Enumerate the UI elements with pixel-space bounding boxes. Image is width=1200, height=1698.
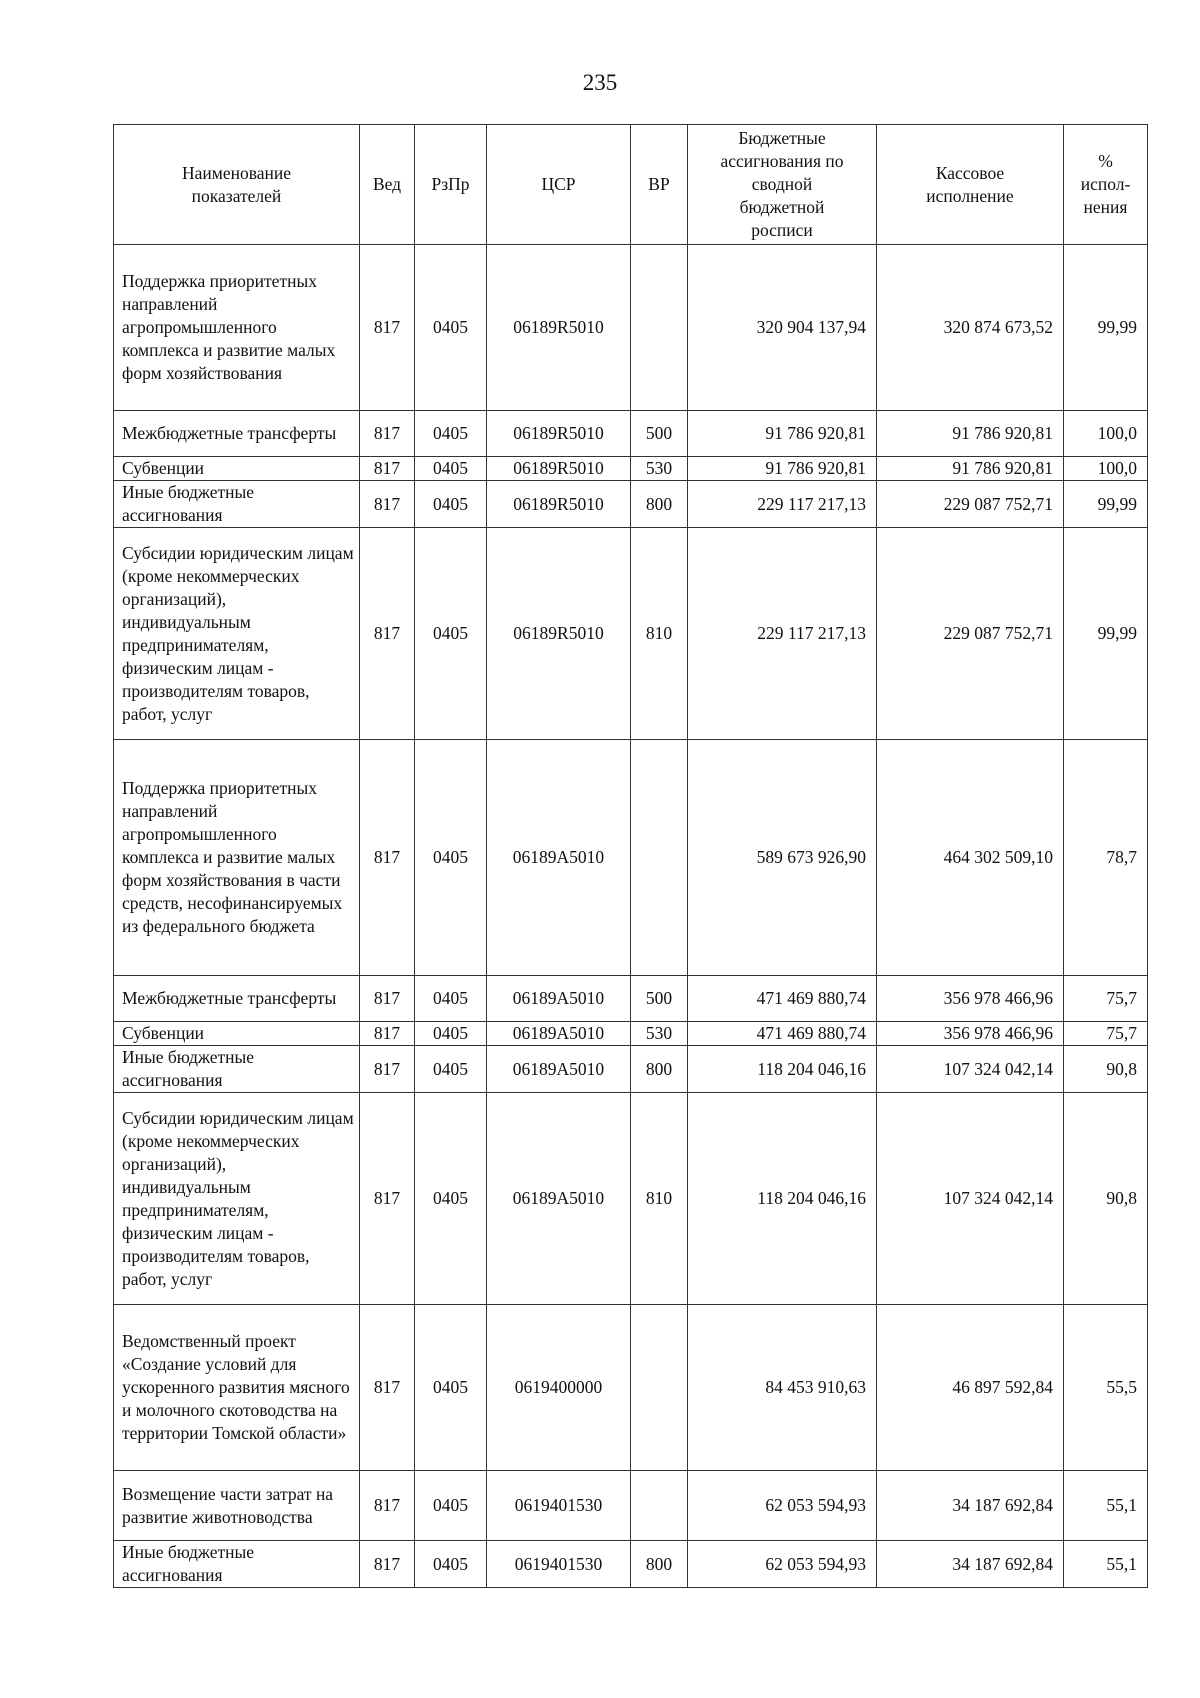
row-rzpr: 0405 [415,528,487,740]
row-csr: 06189A5010 [487,1093,631,1305]
row-name: Субвенции [114,457,360,481]
row-csr: 06189R5010 [487,481,631,528]
table-row [114,1471,1148,1541]
row-rzpr: 0405 [415,976,487,1022]
row-csr: 06189A5010 [487,1046,631,1093]
row-vr [631,740,688,976]
row-pct: 90,8 [1064,1046,1148,1093]
row-name: Субсидии юридическим лицам (кроме некоммерческих организаций), индивидуальным предпринимателям, физическим лицам - производителям товаров, работ, услуг [114,528,360,740]
row-cash: 34 187 692,84 [877,1471,1064,1541]
row-pct: 75,7 [1064,1022,1148,1046]
row-vr: 800 [631,1541,688,1588]
row-budget: 91 786 920,81 [688,411,877,457]
table-row [114,1046,1148,1093]
row-vr [631,245,688,411]
row-cash: 320 874 673,52 [877,245,1064,411]
row-ved: 817 [360,411,415,457]
row-rzpr: 0405 [415,1541,487,1588]
header-pct: % испол-нения [1064,125,1148,245]
table-row [114,1305,1148,1471]
header-rzpr: РзПр [415,125,487,245]
row-rzpr: 0405 [415,1022,487,1046]
row-pct: 90,8 [1064,1093,1148,1305]
header-name: Наименование показателей [114,125,360,245]
row-csr: 06189A5010 [487,740,631,976]
header-csr: ЦСР [487,125,631,245]
row-pct: 99,99 [1064,245,1148,411]
row-vr: 800 [631,481,688,528]
row-ved: 817 [360,1022,415,1046]
header-cash: Кассовое исполнение [877,125,1064,245]
row-vr [631,1471,688,1541]
row-budget: 118 204 046,16 [688,1046,877,1093]
row-ved: 817 [360,481,415,528]
row-cash: 34 187 692,84 [877,1541,1064,1588]
row-budget: 62 053 594,93 [688,1541,877,1588]
row-ved: 817 [360,740,415,976]
row-vr: 530 [631,457,688,481]
row-name: Ведомственный проект «Создание условий для ускоренного развития мясного и молочного скотоводства на территории Томской области» [114,1305,360,1471]
table-row [114,411,1148,457]
row-name: Возмещение части затрат на развитие животноводства [114,1471,360,1541]
row-ved: 817 [360,1471,415,1541]
row-rzpr: 0405 [415,1046,487,1093]
header-budget: Бюджетные ассигнования по сводной бюджетной росписи [688,125,877,245]
row-pct: 100,0 [1064,457,1148,481]
row-ved: 817 [360,245,415,411]
row-name: Иные бюджетные ассигнования [114,1541,360,1588]
row-name: Иные бюджетные ассигнования [114,1046,360,1093]
table-row [114,528,1148,740]
row-ved: 817 [360,528,415,740]
row-name: Межбюджетные трансферты [114,411,360,457]
row-rzpr: 0405 [415,1093,487,1305]
row-vr: 800 [631,1046,688,1093]
row-budget: 471 469 880,74 [688,1022,877,1046]
row-vr: 810 [631,1093,688,1305]
row-csr: 0619401530 [487,1471,631,1541]
table-row [114,245,1148,411]
row-vr: 500 [631,976,688,1022]
row-pct: 55,5 [1064,1305,1148,1471]
row-ved: 817 [360,1046,415,1093]
row-cash: 91 786 920,81 [877,457,1064,481]
row-ved: 817 [360,1305,415,1471]
row-ved: 817 [360,1541,415,1588]
row-budget: 84 453 910,63 [688,1305,877,1471]
row-name: Межбюджетные трансферты [114,976,360,1022]
table-row [114,457,1148,481]
row-ved: 817 [360,976,415,1022]
header-ved: Вед [360,125,415,245]
row-pct: 99,99 [1064,528,1148,740]
table-row [114,740,1148,976]
row-rzpr: 0405 [415,411,487,457]
row-pct: 78,7 [1064,740,1148,976]
row-budget: 320 904 137,94 [688,245,877,411]
row-vr [631,1305,688,1471]
row-budget: 229 117 217,13 [688,481,877,528]
row-pct: 100,0 [1064,411,1148,457]
row-rzpr: 0405 [415,245,487,411]
row-ved: 817 [360,1093,415,1305]
row-budget: 589 673 926,90 [688,740,877,976]
row-vr: 500 [631,411,688,457]
table-row [114,1541,1148,1588]
row-cash: 229 087 752,71 [877,481,1064,528]
row-cash: 107 324 042,14 [877,1093,1064,1305]
row-name: Поддержка приоритетных направлений агропромышленного комплекса и развитие малых форм хозяйствования в части средств, несофинансируемых из федерального бюджета [114,740,360,976]
row-rzpr: 0405 [415,1305,487,1471]
row-cash: 229 087 752,71 [877,528,1064,740]
table-row [114,1022,1148,1046]
row-rzpr: 0405 [415,481,487,528]
header-vr: ВР [631,125,688,245]
row-name: Поддержка приоритетных направлений агропромышленного комплекса и развитие малых форм хозяйствования [114,245,360,411]
row-ved: 817 [360,457,415,481]
row-budget: 471 469 880,74 [688,976,877,1022]
row-pct: 55,1 [1064,1471,1148,1541]
row-csr: 06189R5010 [487,528,631,740]
row-cash: 91 786 920,81 [877,411,1064,457]
row-csr: 06189R5010 [487,411,631,457]
row-rzpr: 0405 [415,457,487,481]
row-budget: 229 117 217,13 [688,528,877,740]
row-cash: 464 302 509,10 [877,740,1064,976]
row-csr: 06189A5010 [487,1022,631,1046]
budget-execution-table [113,124,1148,1588]
row-csr: 06189A5010 [487,976,631,1022]
row-cash: 46 897 592,84 [877,1305,1064,1471]
row-budget: 118 204 046,16 [688,1093,877,1305]
row-csr: 0619400000 [487,1305,631,1471]
row-pct: 99,99 [1064,481,1148,528]
row-csr: 06189R5010 [487,457,631,481]
row-budget: 91 786 920,81 [688,457,877,481]
row-pct: 55,1 [1064,1541,1148,1588]
table-row [114,481,1148,528]
row-budget: 62 053 594,93 [688,1471,877,1541]
row-cash: 356 978 466,96 [877,976,1064,1022]
row-cash: 107 324 042,14 [877,1046,1064,1093]
table-row [114,976,1148,1022]
table-header-row [114,125,1148,245]
row-vr: 810 [631,528,688,740]
row-csr: 06189R5010 [487,245,631,411]
row-name: Субсидии юридическим лицам (кроме некоммерческих организаций), индивидуальным предпринимателям, физическим лицам - производителям товаров, работ, услуг [114,1093,360,1305]
row-csr: 0619401530 [487,1541,631,1588]
row-name: Субвенции [114,1022,360,1046]
row-rzpr: 0405 [415,740,487,976]
page-number: 235 [582,70,618,95]
row-vr: 530 [631,1022,688,1046]
row-pct: 75,7 [1064,976,1148,1022]
row-cash: 356 978 466,96 [877,1022,1064,1046]
row-rzpr: 0405 [415,1471,487,1541]
row-name: Иные бюджетные ассигнования [114,481,360,528]
table-row [114,1093,1148,1305]
